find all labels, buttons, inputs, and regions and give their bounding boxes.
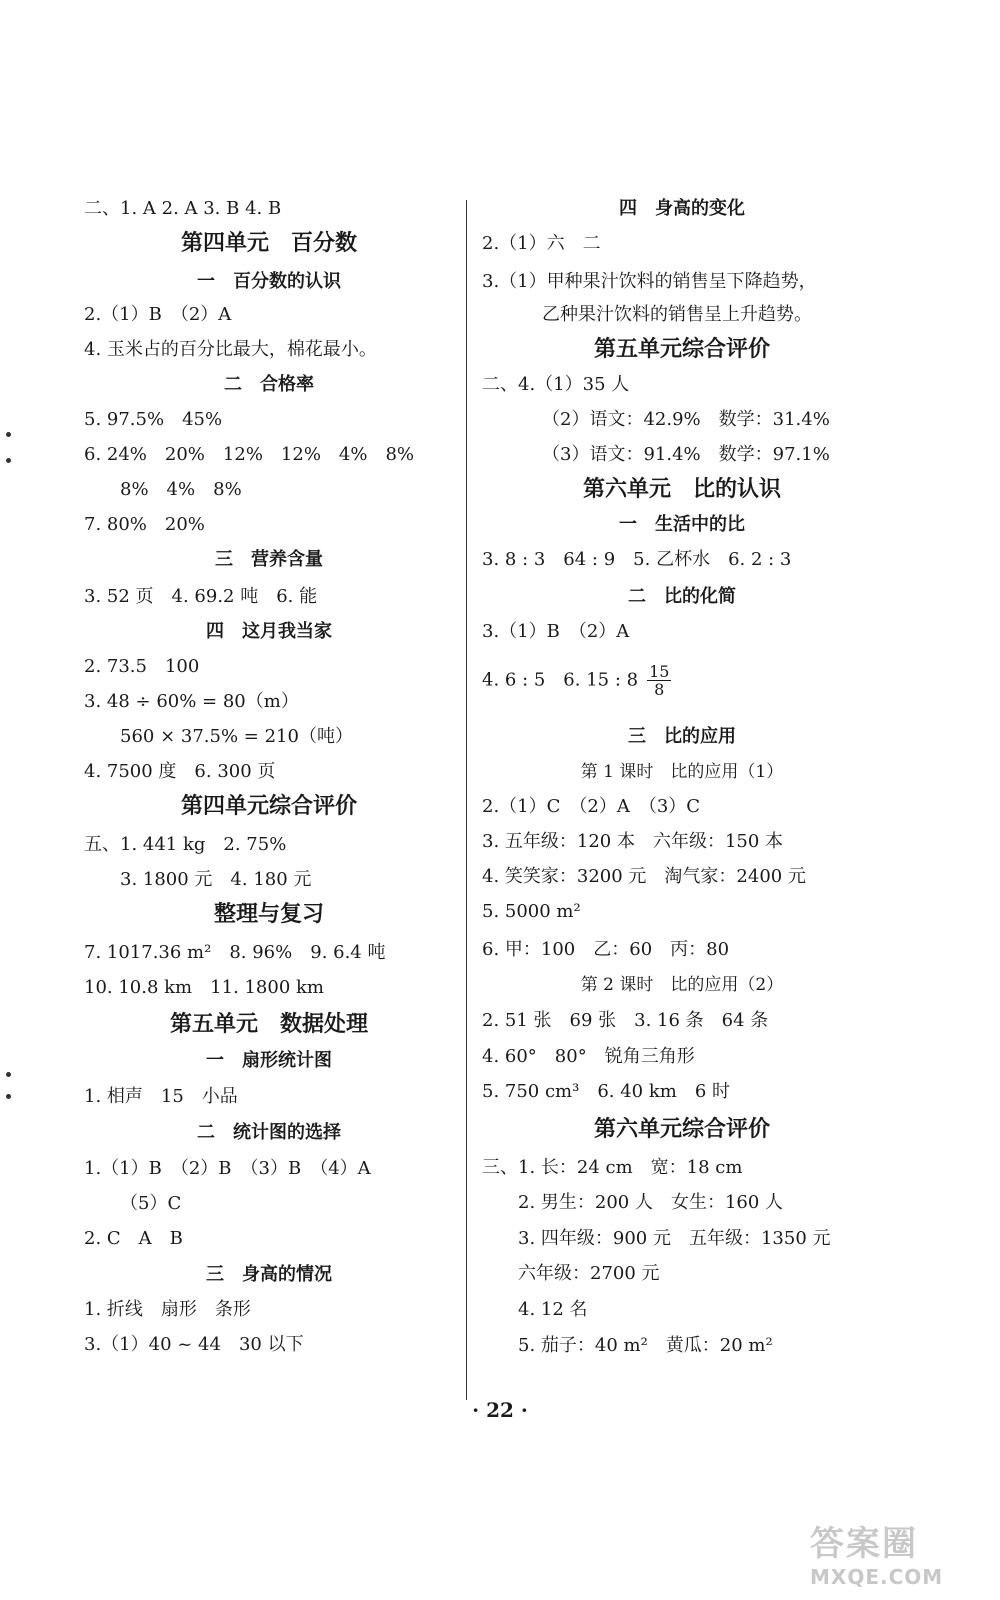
answer-text: （2）语文：42.9% 数学：31.4% (542, 409, 830, 430)
answer-text: 一 生活中的比 (619, 514, 745, 535)
answer-text: 二 统计图的选择 (197, 1122, 341, 1143)
answer-line (482, 865, 806, 889)
answer-text: 四 身高的变化 (619, 198, 745, 219)
watermark-url: MXQE.COM (810, 1565, 944, 1589)
answer-text: 3. 1800 元 4. 180 元 (120, 869, 312, 890)
binding-mark (6, 458, 11, 463)
answer-text: 560 × 37.5% = 210（吨） (120, 726, 353, 747)
answer-text: 第 2 课时 比的应用（2） (580, 975, 784, 995)
answer-text: 二、4.（1）35 人 (482, 374, 630, 395)
answer-text: 二 比的化简 (628, 586, 736, 607)
unit-heading (84, 903, 454, 927)
answer-line (482, 795, 700, 819)
answer-line (84, 1227, 183, 1251)
section-heading (84, 373, 454, 397)
answer-text: 四 这月我当家 (206, 621, 332, 642)
unit-heading (482, 338, 882, 362)
lesson-heading (482, 760, 882, 784)
answer-text: 8% 4% 8% (120, 479, 242, 500)
answer-text: 第五单元综合评价 (593, 337, 770, 362)
lesson-heading (482, 973, 882, 997)
answer-text: 3.（1）B （2）A (482, 621, 630, 642)
answer-line (482, 830, 783, 854)
binding-mark (6, 1072, 11, 1077)
answer-text: 三 身高的情况 (206, 1264, 332, 1285)
column-divider (466, 200, 467, 1400)
answer-text: 第六单元 比的认识 (582, 477, 781, 502)
answer-text: 乙种果汁饮料的销售呈上升趋势。 (542, 304, 812, 325)
section-heading (482, 513, 882, 537)
answer-text: 6. 24% 20% 12% 12% 4% 8% (84, 444, 415, 465)
answer-line (482, 373, 629, 397)
section-heading (482, 197, 882, 221)
answer-text: 3. 48 ÷ 60% = 80（m） (84, 691, 299, 712)
answer-line (482, 1227, 831, 1251)
answer-text: 二、1. A 2. A 3. B 4. B (84, 198, 282, 219)
unit-heading (482, 1118, 882, 1142)
answer-text: 第五单元 数据处理 (169, 1012, 368, 1037)
answer-line (84, 833, 286, 857)
answer-line (482, 303, 812, 327)
answer-text: 2.（1）六 二 (482, 233, 601, 254)
answer-text: 三 营养含量 (215, 549, 323, 570)
answer-line (84, 1333, 304, 1357)
answer-text: 第六单元综合评价 (593, 1117, 770, 1142)
answer-line (84, 976, 324, 1000)
answer-line (84, 1298, 251, 1322)
answer-text: 4. 玉米占的百分比最大，棉花最小。 (84, 339, 377, 360)
answer-line (84, 941, 385, 965)
answer-line (84, 338, 377, 362)
watermark (810, 1516, 980, 1589)
answer-text: 4. 6 : 5 6. 15 : 8 (482, 669, 639, 691)
answer-line (84, 197, 281, 221)
answer-line (84, 303, 231, 327)
answer-text: 3. 8 : 3 64 : 9 5. 乙杯水 6. 2 : 3 (482, 549, 792, 570)
section-heading (84, 1263, 454, 1287)
fraction-numerator: 15 (649, 662, 670, 681)
answer-line (482, 1262, 660, 1286)
answer-line (482, 232, 601, 256)
answer-text: 五、1. 441 kg 2. 75% (84, 834, 287, 855)
unit-heading (84, 795, 454, 819)
answer-text: 2.（1）B （2）A (84, 304, 232, 325)
section-heading (84, 620, 454, 644)
answer-line (84, 478, 242, 502)
answer-text: 2. C A B (84, 1228, 183, 1249)
unit-heading (84, 232, 454, 256)
answer-text: 3. 52 页 4. 69.2 吨 6. 能 (84, 586, 318, 607)
answer-text: 3. 五年级：120 本 六年级：150 本 (482, 831, 784, 852)
section-heading (482, 725, 882, 749)
answer-line (84, 513, 205, 537)
answer-text: （5）C (120, 1193, 182, 1214)
answer-text: 4. 7500 度 6. 300 页 (84, 761, 276, 782)
answer-text: 3.（1）甲种果汁饮料的销售呈下降趋势， (482, 271, 817, 292)
answer-text: 1.（1）B （2）B （3）B （4）A (84, 1158, 371, 1179)
answer-text: 7. 1017.36 m² 8. 96% 9. 6.4 吨 (84, 942, 386, 963)
answer-text: 二 合格率 (224, 374, 314, 395)
right-column (482, 0, 882, 1600)
answer-line (482, 900, 581, 924)
answer-line (84, 760, 275, 784)
left-column (84, 0, 454, 1600)
answer-text: 三、1. 长：24 cm 宽：18 cm (482, 1157, 743, 1178)
answer-text: 六年级：2700 元 (518, 1263, 660, 1284)
answer-line (482, 1080, 730, 1104)
answer-line (84, 408, 222, 432)
fraction (647, 663, 671, 698)
answer-line (482, 1045, 695, 1069)
answer-text: 三 比的应用 (628, 726, 736, 747)
unit-heading (84, 1013, 454, 1037)
answer-text: （3）语文：91.4% 数学：97.1% (542, 444, 830, 465)
answer-text: 整理与复习 (213, 902, 324, 927)
answer-line (482, 938, 729, 962)
answer-line (482, 1156, 742, 1180)
answer-line (482, 620, 629, 644)
binding-mark (6, 1094, 11, 1099)
answer-line (482, 548, 791, 572)
answer-text: 7. 80% 20% (84, 514, 205, 535)
answer-text: 一 百分数的认识 (197, 271, 341, 292)
answer-text: 2. 男生：200 人 女生：160 人 (518, 1192, 784, 1213)
answer-text: 2.（1）C （2）A （3）C (482, 796, 701, 817)
section-heading (84, 1049, 454, 1073)
section-heading (482, 585, 882, 609)
answer-line (482, 1298, 588, 1322)
answer-text: 第四单元综合评价 (180, 794, 357, 819)
answer-line (84, 690, 299, 714)
section-heading (84, 1121, 454, 1145)
watermark-logo: 答案圈 (810, 1524, 918, 1564)
unit-heading (482, 478, 882, 502)
answer-text: 1. 折线 扇形 条形 (84, 1299, 251, 1320)
answer-line (84, 1192, 181, 1216)
answer-line (84, 655, 199, 679)
answer-line (84, 1157, 371, 1181)
section-heading (84, 270, 454, 294)
answer-line (482, 1009, 768, 1033)
answer-text: 3. 四年级：900 元 五年级：1350 元 (518, 1228, 831, 1249)
answer-line (84, 725, 353, 749)
answer-line (482, 443, 830, 467)
answer-text: 6. 甲：100 乙：60 丙：80 (482, 939, 730, 960)
answer-text: 4. 12 名 (518, 1299, 588, 1320)
answer-text: 一 扇形统计图 (206, 1050, 332, 1071)
answer-text: 5. 5000 m² (482, 901, 581, 922)
binding-mark (6, 432, 11, 437)
answer-text: 5. 97.5% 45% (84, 409, 223, 430)
answer-text: 3.（1）40 ~ 44 30 以下 (84, 1334, 304, 1355)
answer-text: 5. 茄子：40 m² 黄瓜：20 m² (518, 1335, 773, 1356)
section-heading (84, 548, 454, 572)
answer-line (482, 270, 817, 294)
answer-line (84, 1085, 238, 1109)
answer-text: 5. 750 cm³ 6. 40 km 6 时 (482, 1081, 731, 1102)
answer-text: 4. 笑笑家：3200 元 淘气家：2400 元 (482, 866, 806, 887)
answer-text: 第 1 课时 比的应用（1） (580, 762, 784, 782)
answer-text: 第四单元 百分数 (180, 231, 357, 256)
answer-line (482, 663, 671, 698)
fraction-denominator: 8 (654, 680, 665, 699)
answer-text: 2. 51 张 69 张 3. 16 条 64 条 (482, 1010, 769, 1031)
answer-line (482, 408, 830, 432)
answer-text: 4. 60° 80° 锐角三角形 (482, 1046, 695, 1067)
answer-line (482, 1191, 783, 1215)
answer-text: 1. 相声 15 小品 (84, 1086, 238, 1107)
answer-text: 10. 10.8 km 11. 1800 km (84, 977, 324, 998)
answer-line (84, 585, 317, 609)
answer-line (84, 443, 414, 467)
answer-line (84, 868, 311, 892)
answer-line (482, 1334, 773, 1358)
page-number: · 22 · (472, 1398, 528, 1422)
answer-text: 2. 73.5 100 (84, 656, 200, 677)
